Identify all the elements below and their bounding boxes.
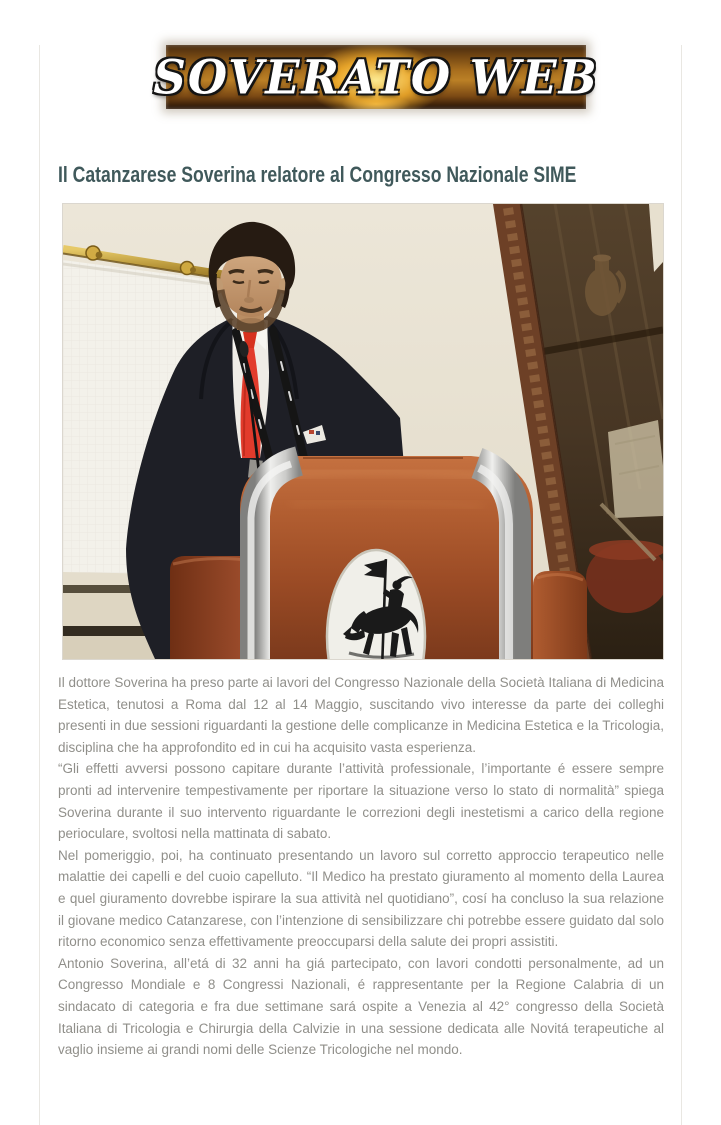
article-body <box>58 672 664 1061</box>
painting-cloth <box>608 420 663 518</box>
paragraph-4: Antonio Soverina, all’etá di 32 anni ha giá partecipato, con lavori condotti personalmente, ad un Congresso Mondiale e 8 Congressi Nazionali, é rappresentante per la Regione Calabria di un sindacato di categoria e fra due settimane sará ospite a Venezia al 42° congresso della Società Italiana di Tricologia e Chirurgia della Calvizie in una sessione dedicata alle Novitá terapeutiche al vaglio insieme ai grandi nomi delle Scienze Tricologiche nel mondo. <box>58 955 664 1058</box>
podium <box>240 456 533 659</box>
paragraph-2: “Gli effetti avversi possono capitare durante l’attività professionale, l’importante é essere sempre pronti ad intervenire tempestivamente per riportare la situazione verso lo stato di normalità” spiega Soverina durante il suo intervento riguardante le correzioni degli inestetismi a carico della regione perioculare, svoltosi nella mattinata di sabato. <box>58 761 664 842</box>
site-logo-text: SOVERATO WEB <box>153 49 599 105</box>
site-logo-banner[interactable] <box>153 45 599 109</box>
speaker-podium-photo <box>63 204 663 659</box>
podium-right-wing <box>533 571 587 659</box>
content-column <box>39 45 682 1125</box>
paragraph-3: Nel pomeriggio, poi, ha continuato presentando un lavoro sul corretto approccio terapeutico nelle malattie dei capelli e del cuoio capelluto. “Il Medico ha prestato giuramento al momento della Laurea e quel giuramento dovrebbe ispirare la sua attività nel quotidiano”, cosí ha concluso la sua relazione il giovane medico Catanzarese, con l’intenzione di sensibilizzare chi potrebbe essere guidato dal solo ritorno economico senza effettivamente preoccuparsi della salute dei propri assistiti. <box>58 847 664 950</box>
paragraph-1: Il dottore Soverina ha preso parte ai lavori del Congresso Nazionale della Società Italiana di Medicina Estetica, tenutosi a Roma dal 12 al 14 Maggio, suscitando vivo interesse da parte dei colleghi presenti in due sessioni riguardanti la gestione delle complicanze in Medicina Estetica e la Tricologia, disciplina che ha approfondito ed in cui ha acquisito vasta esperienza. <box>58 675 664 755</box>
article-title: Il Catanzarese Soverina relatore al Congresso Nazionale SIME <box>58 162 577 187</box>
article-photo <box>62 203 664 660</box>
site-header <box>40 45 681 109</box>
